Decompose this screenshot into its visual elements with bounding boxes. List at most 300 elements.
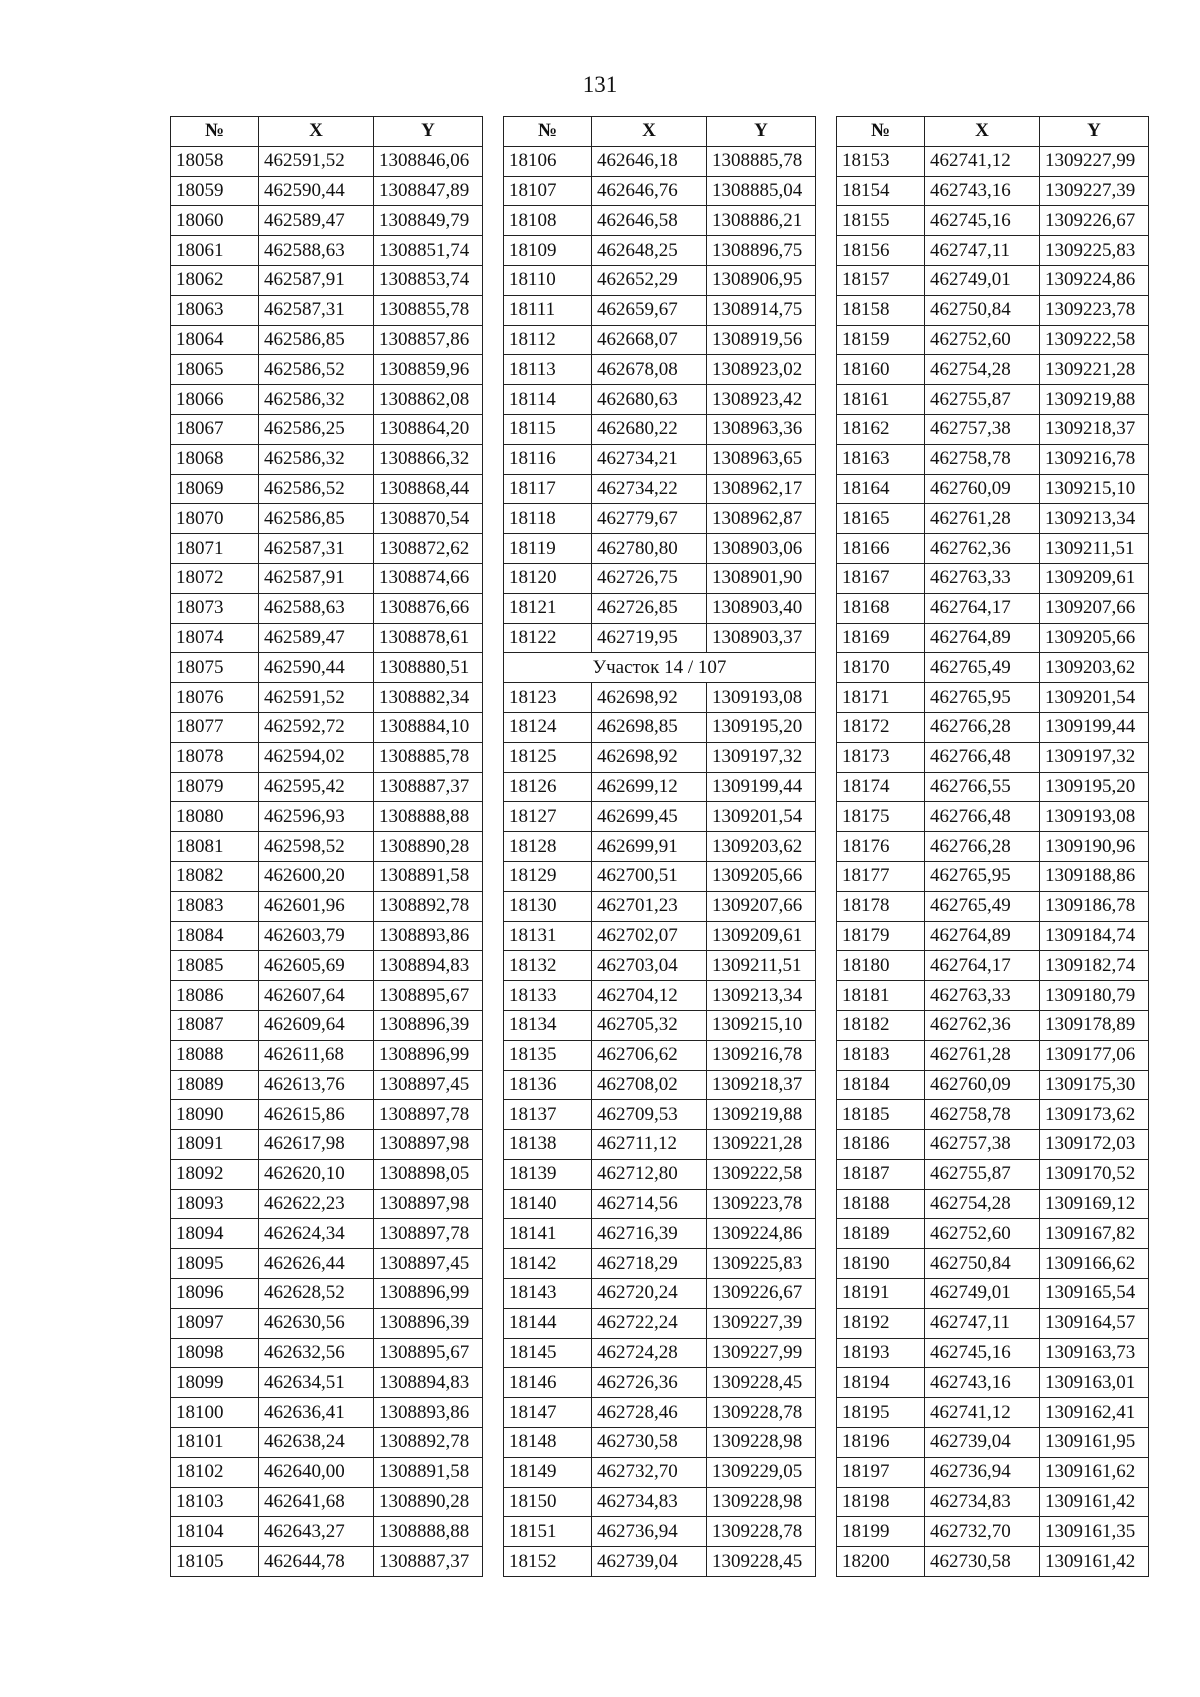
y-coordinate-cell: 1309216,78: [707, 1040, 816, 1070]
point-number-cell: 18095: [171, 1249, 259, 1279]
table-row: [504, 1010, 816, 1040]
x-coordinate-cell: 462636,41: [259, 1398, 374, 1428]
point-number-cell: 18195: [837, 1398, 925, 1428]
table-row: [504, 712, 816, 742]
y-coordinate-cell: 1309167,82: [1040, 1219, 1149, 1249]
y-coordinate-cell: 1309195,20: [1040, 772, 1149, 802]
table-row: [837, 474, 1149, 504]
point-number-cell: 18080: [171, 802, 259, 832]
x-coordinate-cell: 462714,56: [592, 1189, 707, 1219]
section-title-cell: Участок 14 / 107: [504, 653, 816, 683]
point-number-cell: 18085: [171, 951, 259, 981]
point-number-cell: 18136: [504, 1070, 592, 1100]
table-row: [837, 1010, 1149, 1040]
table-row: [504, 1308, 816, 1338]
point-number-cell: 18066: [171, 385, 259, 415]
y-coordinate-cell: 1308962,87: [707, 504, 816, 534]
y-coordinate-cell: 1309175,30: [1040, 1070, 1149, 1100]
y-coordinate-cell: 1308962,17: [707, 474, 816, 504]
point-number-cell: 18165: [837, 504, 925, 534]
x-coordinate-cell: 462736,94: [592, 1517, 707, 1547]
point-number-cell: 18082: [171, 861, 259, 891]
x-coordinate-cell: 462620,10: [259, 1159, 374, 1189]
point-number-cell: 18062: [171, 265, 259, 295]
point-number-cell: 18171: [837, 683, 925, 713]
table-row: [837, 1457, 1149, 1487]
table-row: [504, 414, 816, 444]
point-number-cell: 18157: [837, 265, 925, 295]
point-number-cell: 18073: [171, 593, 259, 623]
table-row: [504, 1249, 816, 1279]
table-row: [837, 236, 1149, 266]
x-coordinate-cell: 462757,38: [925, 1130, 1040, 1160]
point-number-cell: 18132: [504, 951, 592, 981]
point-number-cell: 18135: [504, 1040, 592, 1070]
point-number-cell: 18182: [837, 1010, 925, 1040]
x-coordinate-cell: 462762,36: [925, 1010, 1040, 1040]
table-row: [171, 1517, 483, 1547]
y-coordinate-cell: 1309228,45: [707, 1547, 816, 1577]
y-coordinate-cell: 1308890,28: [374, 832, 483, 862]
table-row: [504, 355, 816, 385]
coordinates-table-1: [170, 116, 483, 1577]
table-row: [504, 1487, 816, 1517]
point-number-cell: 18100: [171, 1398, 259, 1428]
table-row: [504, 1338, 816, 1368]
x-coordinate-cell: 462766,48: [925, 742, 1040, 772]
table-row: [504, 832, 816, 862]
x-coordinate-cell: 462589,47: [259, 206, 374, 236]
y-coordinate-cell: 1309211,51: [707, 951, 816, 981]
x-coordinate-cell: 462765,49: [925, 653, 1040, 683]
x-coordinate-cell: 462708,02: [592, 1070, 707, 1100]
x-coordinate-cell: 462702,07: [592, 921, 707, 951]
y-coordinate-cell: 1309215,10: [707, 1010, 816, 1040]
table-row: [504, 1159, 816, 1189]
x-coordinate-cell: 462760,09: [925, 1070, 1040, 1100]
y-coordinate-cell: 1308923,42: [707, 385, 816, 415]
y-coordinate-cell: 1309227,39: [707, 1308, 816, 1338]
table-row: [837, 355, 1149, 385]
table-row: [171, 206, 483, 236]
x-coordinate-cell: 462586,32: [259, 444, 374, 474]
table-row: [504, 1547, 816, 1577]
table-row: [504, 1428, 816, 1458]
table-row: [504, 1189, 816, 1219]
header-x: X: [259, 117, 374, 147]
x-coordinate-cell: 462641,68: [259, 1487, 374, 1517]
x-coordinate-cell: 462648,25: [592, 236, 707, 266]
point-number-cell: 18084: [171, 921, 259, 951]
y-coordinate-cell: 1308895,67: [374, 1338, 483, 1368]
x-coordinate-cell: 462603,79: [259, 921, 374, 951]
table-row: [171, 772, 483, 802]
x-coordinate-cell: 462698,85: [592, 712, 707, 742]
y-coordinate-cell: 1308893,86: [374, 1398, 483, 1428]
point-number-cell: 18155: [837, 206, 925, 236]
x-coordinate-cell: 462752,60: [925, 1219, 1040, 1249]
table-row: [171, 623, 483, 653]
point-number-cell: 18151: [504, 1517, 592, 1547]
point-number-cell: 18180: [837, 951, 925, 981]
y-coordinate-cell: 1308896,39: [374, 1010, 483, 1040]
x-coordinate-cell: 462628,52: [259, 1279, 374, 1309]
y-coordinate-cell: 1309165,54: [1040, 1279, 1149, 1309]
table-row: [171, 593, 483, 623]
table-row: [171, 1040, 483, 1070]
table-row: [504, 206, 816, 236]
x-coordinate-cell: 462640,00: [259, 1457, 374, 1487]
point-number-cell: 18127: [504, 802, 592, 832]
table-row: [837, 1130, 1149, 1160]
y-coordinate-cell: 1309201,54: [707, 802, 816, 832]
x-coordinate-cell: 462718,29: [592, 1249, 707, 1279]
table-header-row: [837, 117, 1149, 147]
header-number: №: [837, 117, 925, 147]
table-row: [504, 1219, 816, 1249]
table-header-row: [171, 117, 483, 147]
x-coordinate-cell: 462763,33: [925, 563, 1040, 593]
x-coordinate-cell: 462626,44: [259, 1249, 374, 1279]
table-row: [837, 1368, 1149, 1398]
x-coordinate-cell: 462587,91: [259, 265, 374, 295]
point-number-cell: 18086: [171, 981, 259, 1011]
y-coordinate-cell: 1308890,28: [374, 1487, 483, 1517]
x-coordinate-cell: 462605,69: [259, 951, 374, 981]
point-number-cell: 18119: [504, 534, 592, 564]
table-row: [504, 951, 816, 981]
y-coordinate-cell: 1309177,06: [1040, 1040, 1149, 1070]
point-number-cell: 18129: [504, 861, 592, 891]
y-coordinate-cell: 1308885,78: [707, 146, 816, 176]
point-number-cell: 18193: [837, 1338, 925, 1368]
x-coordinate-cell: 462745,16: [925, 1338, 1040, 1368]
point-number-cell: 18092: [171, 1159, 259, 1189]
point-number-cell: 18145: [504, 1338, 592, 1368]
y-coordinate-cell: 1308878,61: [374, 623, 483, 653]
x-coordinate-cell: 462607,64: [259, 981, 374, 1011]
x-coordinate-cell: 462659,67: [592, 295, 707, 325]
point-number-cell: 18164: [837, 474, 925, 504]
point-number-cell: 18061: [171, 236, 259, 266]
y-coordinate-cell: 1308855,78: [374, 295, 483, 325]
y-coordinate-cell: 1308853,74: [374, 265, 483, 295]
point-number-cell: 18088: [171, 1040, 259, 1070]
table-row: [504, 146, 816, 176]
point-number-cell: 18199: [837, 1517, 925, 1547]
x-coordinate-cell: 462764,89: [925, 921, 1040, 951]
y-coordinate-cell: 1309226,67: [1040, 206, 1149, 236]
point-number-cell: 18103: [171, 1487, 259, 1517]
table-row: [171, 1249, 483, 1279]
y-coordinate-cell: 1309197,32: [707, 742, 816, 772]
y-coordinate-cell: 1308897,45: [374, 1070, 483, 1100]
y-coordinate-cell: 1309161,35: [1040, 1517, 1149, 1547]
table-row: [504, 1100, 816, 1130]
y-coordinate-cell: 1309186,78: [1040, 891, 1149, 921]
y-coordinate-cell: 1309227,99: [1040, 146, 1149, 176]
y-coordinate-cell: 1309209,61: [707, 921, 816, 951]
table-row: [504, 504, 816, 534]
y-coordinate-cell: 1308903,06: [707, 534, 816, 564]
y-coordinate-cell: 1309161,62: [1040, 1457, 1149, 1487]
y-coordinate-cell: 1309178,89: [1040, 1010, 1149, 1040]
y-coordinate-cell: 1308903,40: [707, 593, 816, 623]
y-coordinate-cell: 1308868,44: [374, 474, 483, 504]
y-coordinate-cell: 1309228,78: [707, 1398, 816, 1428]
y-coordinate-cell: 1308886,21: [707, 206, 816, 236]
point-number-cell: 18170: [837, 653, 925, 683]
x-coordinate-cell: 462700,51: [592, 861, 707, 891]
x-coordinate-cell: 462743,16: [925, 176, 1040, 206]
y-coordinate-cell: 1308857,86: [374, 325, 483, 355]
table-row: [504, 1457, 816, 1487]
table-row: [171, 474, 483, 504]
y-coordinate-cell: 1309170,52: [1040, 1159, 1149, 1189]
x-coordinate-cell: 462609,64: [259, 1010, 374, 1040]
header-x: X: [925, 117, 1040, 147]
point-number-cell: 18197: [837, 1457, 925, 1487]
x-coordinate-cell: 462591,52: [259, 146, 374, 176]
page-number: 131: [582, 72, 618, 97]
x-coordinate-cell: 462760,09: [925, 474, 1040, 504]
y-coordinate-cell: 1309207,66: [1040, 593, 1149, 623]
x-coordinate-cell: 462720,24: [592, 1279, 707, 1309]
x-coordinate-cell: 462601,96: [259, 891, 374, 921]
x-coordinate-cell: 462622,23: [259, 1189, 374, 1219]
table-row: [504, 981, 816, 1011]
x-coordinate-cell: 462589,47: [259, 623, 374, 653]
y-coordinate-cell: 1309223,78: [1040, 295, 1149, 325]
point-number-cell: 18168: [837, 593, 925, 623]
x-coordinate-cell: 462734,21: [592, 444, 707, 474]
x-coordinate-cell: 462586,32: [259, 385, 374, 415]
x-coordinate-cell: 462680,22: [592, 414, 707, 444]
table-row: [504, 265, 816, 295]
point-number-cell: 18200: [837, 1547, 925, 1577]
x-coordinate-cell: 462765,95: [925, 861, 1040, 891]
point-number-cell: 18175: [837, 802, 925, 832]
x-coordinate-cell: 462586,52: [259, 355, 374, 385]
y-coordinate-cell: 1309213,34: [1040, 504, 1149, 534]
table-row: [837, 1070, 1149, 1100]
table-row: [171, 1010, 483, 1040]
table-row: [171, 1368, 483, 1398]
table-row: [171, 1428, 483, 1458]
coordinates-table-2: [503, 116, 816, 1577]
table-row: [504, 593, 816, 623]
point-number-cell: 18075: [171, 653, 259, 683]
point-number-cell: 18153: [837, 146, 925, 176]
table-row: [171, 653, 483, 683]
point-number-cell: 18173: [837, 742, 925, 772]
x-coordinate-cell: 462747,11: [925, 236, 1040, 266]
point-number-cell: 18176: [837, 832, 925, 862]
table-row: [171, 265, 483, 295]
point-number-cell: 18063: [171, 295, 259, 325]
y-coordinate-cell: 1308897,78: [374, 1219, 483, 1249]
point-number-cell: 18141: [504, 1219, 592, 1249]
table-row: [171, 414, 483, 444]
x-coordinate-cell: 462586,85: [259, 325, 374, 355]
point-number-cell: 18194: [837, 1368, 925, 1398]
table-row: [504, 1040, 816, 1070]
header-number: №: [504, 117, 592, 147]
y-coordinate-cell: 1308894,83: [374, 1368, 483, 1398]
x-coordinate-cell: 462587,31: [259, 534, 374, 564]
point-number-cell: 18070: [171, 504, 259, 534]
point-number-cell: 18130: [504, 891, 592, 921]
table-row: [504, 1130, 816, 1160]
x-coordinate-cell: 462594,02: [259, 742, 374, 772]
table-row: [171, 1130, 483, 1160]
y-coordinate-cell: 1308897,45: [374, 1249, 483, 1279]
x-coordinate-cell: 462598,52: [259, 832, 374, 862]
y-coordinate-cell: 1309161,42: [1040, 1547, 1149, 1577]
y-coordinate-cell: 1308864,20: [374, 414, 483, 444]
header-y: Y: [1040, 117, 1149, 147]
x-coordinate-cell: 462646,58: [592, 206, 707, 236]
y-coordinate-cell: 1308866,32: [374, 444, 483, 474]
table-row: [837, 981, 1149, 1011]
x-coordinate-cell: 462766,28: [925, 712, 1040, 742]
y-coordinate-cell: 1309199,44: [707, 772, 816, 802]
table-row: [504, 1517, 816, 1547]
x-coordinate-cell: 462698,92: [592, 742, 707, 772]
x-coordinate-cell: 462754,28: [925, 355, 1040, 385]
point-number-cell: 18109: [504, 236, 592, 266]
table-row: [171, 1338, 483, 1368]
table-row: [171, 981, 483, 1011]
table-row: [837, 444, 1149, 474]
table-row: [504, 474, 816, 504]
table-row: [837, 1487, 1149, 1517]
point-number-cell: 18131: [504, 921, 592, 951]
y-coordinate-cell: 1309219,88: [707, 1100, 816, 1130]
y-coordinate-cell: 1308897,78: [374, 1100, 483, 1130]
y-coordinate-cell: 1308885,78: [374, 742, 483, 772]
point-number-cell: 18167: [837, 563, 925, 593]
y-coordinate-cell: 1308862,08: [374, 385, 483, 415]
table-row: [171, 295, 483, 325]
x-coordinate-cell: 462638,24: [259, 1428, 374, 1458]
x-coordinate-cell: 462780,80: [592, 534, 707, 564]
point-number-cell: 18140: [504, 1189, 592, 1219]
point-number-cell: 18138: [504, 1130, 592, 1160]
table-row: [171, 444, 483, 474]
x-coordinate-cell: 462617,98: [259, 1130, 374, 1160]
table-row: [837, 653, 1149, 683]
table-row: [837, 861, 1149, 891]
y-coordinate-cell: 1309215,10: [1040, 474, 1149, 504]
table-row: [171, 1159, 483, 1189]
point-number-cell: 18087: [171, 1010, 259, 1040]
point-number-cell: 18169: [837, 623, 925, 653]
point-number-cell: 18111: [504, 295, 592, 325]
x-coordinate-cell: 462716,39: [592, 1219, 707, 1249]
x-coordinate-cell: 462741,12: [925, 1398, 1040, 1428]
y-coordinate-cell: 1308870,54: [374, 504, 483, 534]
y-coordinate-cell: 1309225,83: [707, 1249, 816, 1279]
x-coordinate-cell: 462758,78: [925, 1100, 1040, 1130]
point-number-cell: 18133: [504, 981, 592, 1011]
y-coordinate-cell: 1309164,57: [1040, 1308, 1149, 1338]
point-number-cell: 18174: [837, 772, 925, 802]
table-row: [837, 683, 1149, 713]
x-coordinate-cell: 462754,28: [925, 1189, 1040, 1219]
y-coordinate-cell: 1308901,90: [707, 563, 816, 593]
table-row: [504, 772, 816, 802]
y-coordinate-cell: 1309161,95: [1040, 1428, 1149, 1458]
table-row: [171, 832, 483, 862]
point-number-cell: 18065: [171, 355, 259, 385]
point-number-cell: 18159: [837, 325, 925, 355]
y-coordinate-cell: 1309193,08: [707, 683, 816, 713]
x-coordinate-cell: 462590,44: [259, 653, 374, 683]
x-coordinate-cell: 462750,84: [925, 1249, 1040, 1279]
point-number-cell: 18142: [504, 1249, 592, 1279]
x-coordinate-cell: 462624,34: [259, 1219, 374, 1249]
y-coordinate-cell: 1308919,56: [707, 325, 816, 355]
y-coordinate-cell: 1309205,66: [1040, 623, 1149, 653]
table-row: [171, 861, 483, 891]
x-coordinate-cell: 462743,16: [925, 1368, 1040, 1398]
table-row: [837, 563, 1149, 593]
table-row: [171, 1487, 483, 1517]
table-row: [504, 236, 816, 266]
point-number-cell: 18059: [171, 176, 259, 206]
table-row: [837, 1517, 1149, 1547]
table-row: [837, 951, 1149, 981]
y-coordinate-cell: 1309197,32: [1040, 742, 1149, 772]
x-coordinate-cell: 462764,17: [925, 593, 1040, 623]
x-coordinate-cell: 462739,04: [592, 1547, 707, 1577]
x-coordinate-cell: 462732,70: [592, 1457, 707, 1487]
point-number-cell: 18144: [504, 1308, 592, 1338]
table-row: [171, 1100, 483, 1130]
x-coordinate-cell: 462698,92: [592, 683, 707, 713]
table-row: [837, 176, 1149, 206]
table-row: [837, 206, 1149, 236]
point-number-cell: 18067: [171, 414, 259, 444]
table-row: [504, 683, 816, 713]
x-coordinate-cell: 462766,48: [925, 802, 1040, 832]
y-coordinate-cell: 1308887,37: [374, 772, 483, 802]
x-coordinate-cell: 462758,78: [925, 444, 1040, 474]
point-number-cell: 18178: [837, 891, 925, 921]
x-coordinate-cell: 462734,22: [592, 474, 707, 504]
x-coordinate-cell: 462632,56: [259, 1338, 374, 1368]
y-coordinate-cell: 1309224,86: [1040, 265, 1149, 295]
x-coordinate-cell: 462644,78: [259, 1547, 374, 1577]
x-coordinate-cell: 462699,45: [592, 802, 707, 832]
table-row: [837, 742, 1149, 772]
point-number-cell: 18115: [504, 414, 592, 444]
table-row: [837, 1398, 1149, 1428]
point-number-cell: 18064: [171, 325, 259, 355]
table-row: [171, 325, 483, 355]
x-coordinate-cell: 462706,62: [592, 1040, 707, 1070]
point-number-cell: 18083: [171, 891, 259, 921]
table-row: [171, 1457, 483, 1487]
y-coordinate-cell: 1308888,88: [374, 1517, 483, 1547]
y-coordinate-cell: 1308891,58: [374, 1457, 483, 1487]
x-coordinate-cell: 462765,49: [925, 891, 1040, 921]
point-number-cell: 18192: [837, 1308, 925, 1338]
y-coordinate-cell: 1309199,44: [1040, 712, 1149, 742]
y-coordinate-cell: 1308923,02: [707, 355, 816, 385]
x-coordinate-cell: 462730,58: [925, 1547, 1040, 1577]
